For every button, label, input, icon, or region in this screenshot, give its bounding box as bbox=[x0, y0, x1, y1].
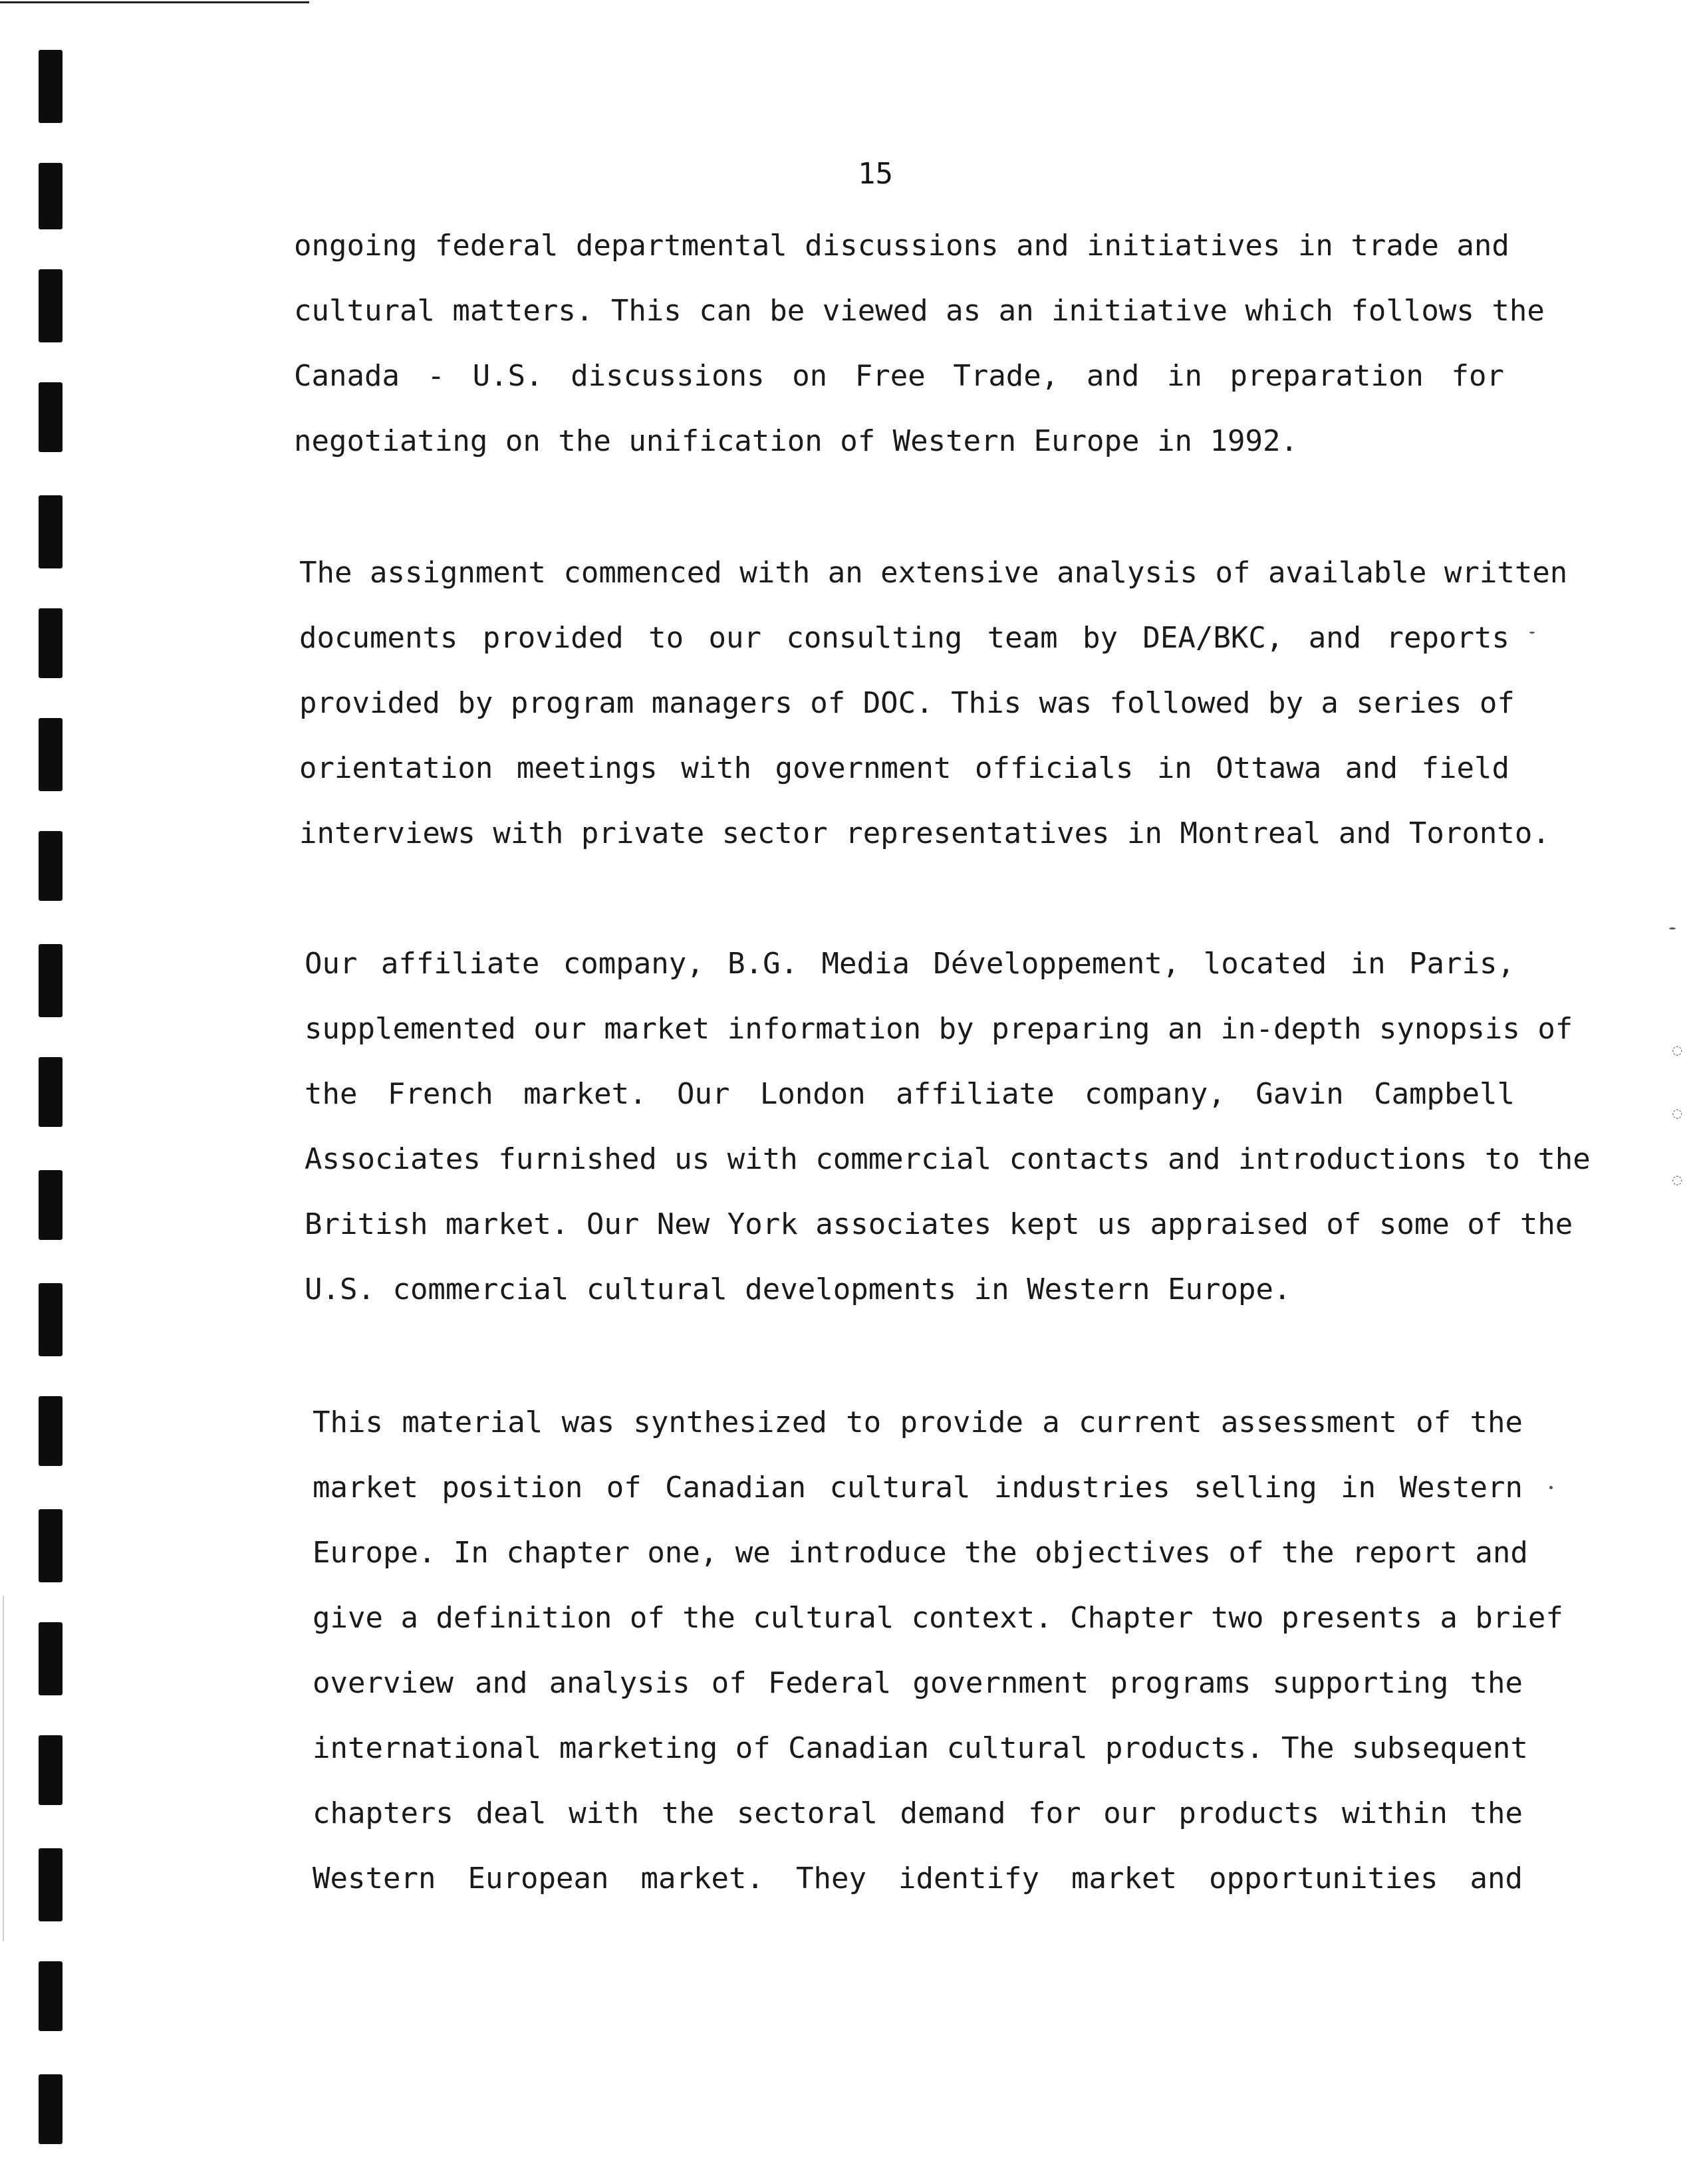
binder-mark bbox=[39, 944, 63, 1017]
scan-speck bbox=[1529, 632, 1535, 634]
scan-speck bbox=[1549, 1486, 1553, 1489]
scan-speck bbox=[1669, 927, 1676, 929]
binder-mark bbox=[39, 163, 63, 229]
text-line: international marketing of Canadian cultural products. The subsequent bbox=[313, 1731, 1528, 1765]
text-line: cultural matters. This can be viewed as an initiative which follows the bbox=[294, 294, 1545, 328]
scan-smudge: ◌ bbox=[1672, 1040, 1682, 1059]
text-line: The assignment commenced with an extensive analysis of available written bbox=[299, 556, 1568, 590]
binder-mark bbox=[39, 1735, 63, 1805]
text-line: Europe. In chapter one, we introduce the objectives of the report and bbox=[313, 1536, 1528, 1570]
paragraph-3 bbox=[305, 947, 1591, 1340]
text-line: U.S. commercial cultural developments in Western Europe. bbox=[305, 1273, 1291, 1306]
binder-mark bbox=[39, 1622, 63, 1695]
text-line: negotiating on the unification of Western Europe in 1992. bbox=[294, 424, 1298, 458]
paragraph-1 bbox=[294, 229, 1545, 492]
scan-smudge: ◌ bbox=[1672, 1104, 1682, 1122]
text-line: chapters deal with the sectoral demand for our products within the bbox=[313, 1796, 1523, 1830]
page-number: 15 bbox=[858, 157, 893, 191]
binder-mark bbox=[39, 1396, 63, 1466]
text-line: supplemented our market information by preparing an in-depth synopsis of bbox=[305, 1012, 1573, 1046]
binder-mark bbox=[39, 50, 63, 123]
binder-mark bbox=[39, 2074, 63, 2144]
text-line: British market. Our New York associates kept us appraised of some of the bbox=[305, 1207, 1573, 1241]
text-line: Our affiliate company, B.G. Media Développement, located in Paris, bbox=[305, 947, 1515, 981]
text-line: orientation meetings with government officials in Ottawa and field bbox=[299, 751, 1509, 785]
binder-mark bbox=[39, 718, 63, 791]
binder-mark bbox=[39, 1170, 63, 1240]
text-line: This material was synthesized to provide a current assessment of the bbox=[313, 1405, 1523, 1439]
binder-mark bbox=[39, 495, 63, 568]
binder-mark bbox=[39, 831, 63, 901]
scan-edge-line bbox=[3, 1596, 4, 1941]
top-edge-rule bbox=[0, 1, 309, 3]
text-line: give a definition of the cultural context. Chapter two presents a brief bbox=[313, 1601, 1563, 1635]
binder-mark bbox=[39, 269, 63, 342]
binder-mark bbox=[39, 1057, 63, 1127]
binder-mark bbox=[39, 1509, 63, 1582]
binder-mark bbox=[39, 1283, 63, 1356]
text-line: market position of Canadian cultural industries selling in Western bbox=[313, 1471, 1523, 1505]
text-line: the French market. Our London affiliate company, Gavin Campbell bbox=[305, 1077, 1515, 1111]
text-line: overview and analysis of Federal government programs supporting the bbox=[313, 1666, 1523, 1700]
binder-mark bbox=[39, 608, 63, 678]
text-line: Canada - U.S. discussions on Free Trade, and in preparation for bbox=[294, 359, 1504, 393]
text-line: ongoing federal departmental discussions and initiatives in trade and bbox=[294, 229, 1509, 263]
paragraph-4 bbox=[313, 1405, 1563, 1929]
text-line: Associates furnished us with commercial contacts and introductions to the bbox=[305, 1142, 1591, 1176]
binder-mark bbox=[39, 1848, 63, 1921]
binder-mark bbox=[39, 382, 63, 452]
text-line: documents provided to our consulting team by DEA/BKC, and reports bbox=[299, 621, 1509, 655]
text-line: interviews with private sector representatives in Montreal and Toronto. bbox=[299, 816, 1550, 850]
binder-mark bbox=[39, 1961, 63, 2031]
paragraph-2 bbox=[299, 556, 1568, 884]
scan-smudge: ◌ bbox=[1672, 1170, 1682, 1189]
text-line: Western European market. They identify market opportunities and bbox=[313, 1862, 1523, 1895]
text-line: provided by program managers of DOC. This was followed by a series of bbox=[299, 686, 1515, 720]
